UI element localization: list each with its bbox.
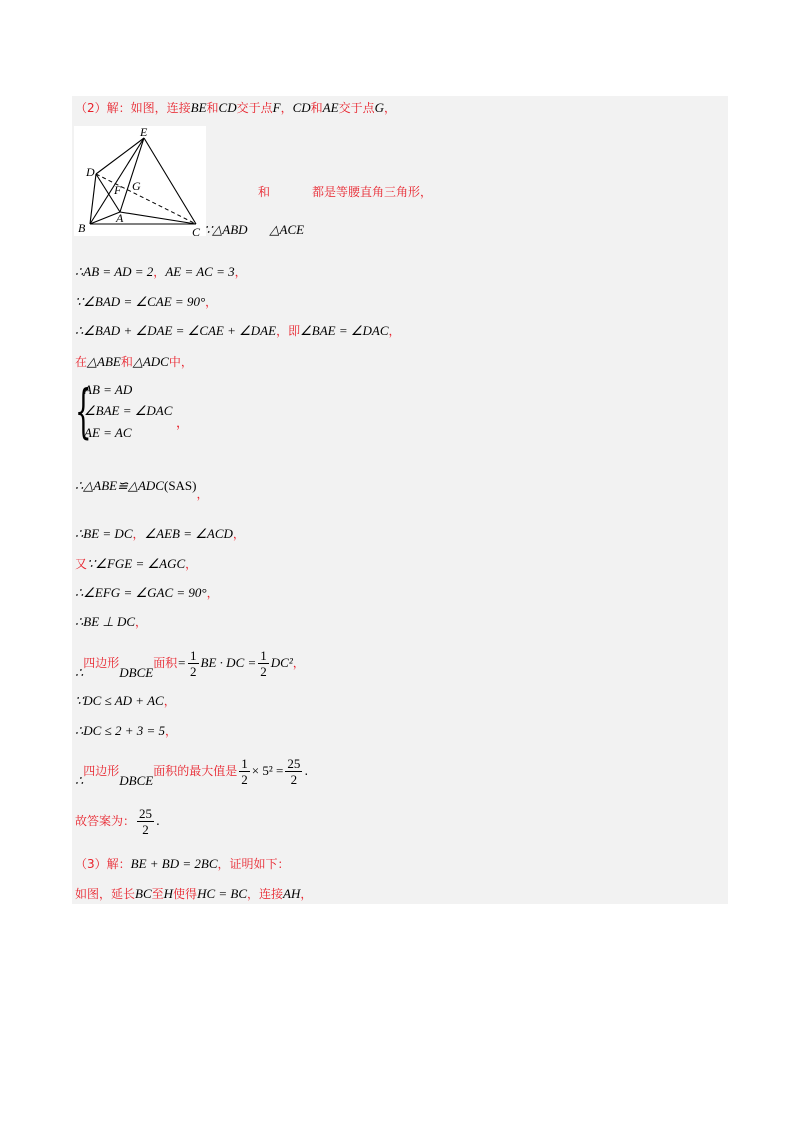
line-9: 又∵∠FGE = ∠AGC， [75, 556, 198, 571]
fraction-half-3: $\frac{1}{2}$ [241, 756, 248, 787]
fraction-half-1: $\frac{1}{2}$ [190, 648, 197, 679]
line-15: ∴四边形DBCE面积的最大值是 $\frac{1}{2}$ × 5² = $\frac{25}{2}$ . [75, 756, 309, 788]
line-2: 和 都是等腰直角三角形， [258, 185, 433, 199]
label-A: A [116, 211, 124, 225]
fraction-25-over-2: $\frac{25}{2}$ [287, 756, 301, 787]
line-18: 如图，延长BC至H使得HC = BC，连接AH， [75, 886, 313, 901]
left-brace: { [75, 377, 92, 445]
label-F: F [114, 183, 122, 197]
line-6: 在△ABE和△ADC中， [75, 354, 193, 369]
label-G: G [132, 179, 141, 193]
line-3: ∴AB = AD = 2，AE = AC = 3， [75, 264, 247, 279]
line-10: ∴∠EFG = ∠GAC = 90°， [75, 585, 219, 600]
line-7: ∴△ABE≌△ADC(SAS)， [75, 478, 209, 501]
label-E: E [140, 126, 148, 139]
line-14: ∴DC ≤ 2 + 3 = 5， [75, 723, 178, 738]
line-16: 故答案为： $\frac{25}{2}$ . [75, 806, 160, 837]
line-12: ∴四边形DBCE面积= $\frac{1}{2}$ BE · DC = $\frac{1}{2}$ DC²， [75, 648, 305, 680]
fraction-half-2: $\frac{1}{2}$ [260, 648, 267, 679]
geometry-diagram [74, 126, 206, 236]
line-8: ∴BE = DC，∠AEB = ∠ACD， [75, 526, 245, 541]
line-1: （2）解：如图，连接BE和CD交于点F，CD和AE交于点G， [75, 100, 396, 115]
line-11: ∴BE ⊥ DC， [75, 614, 148, 629]
label-B: B [78, 221, 86, 235]
geometry-figure [74, 126, 206, 236]
figure-caption: ∵△ABD △ACE [204, 222, 305, 237]
answer-fraction: $\frac{25}{2}$ [139, 806, 153, 837]
line-4: ∵∠BAD = ∠CAE = 90°， [75, 294, 218, 309]
label-C: C [192, 225, 201, 236]
line-17: （3）解：BE + BD = 2BC，证明如下： [75, 856, 290, 871]
line-13: ∵DC ≤ AD + AC， [75, 693, 176, 708]
line-5: ∴∠BAD + ∠DAE = ∠CAE + ∠DAE，即∠BAE = ∠DAC， [75, 323, 401, 338]
label-D: D [86, 165, 95, 179]
